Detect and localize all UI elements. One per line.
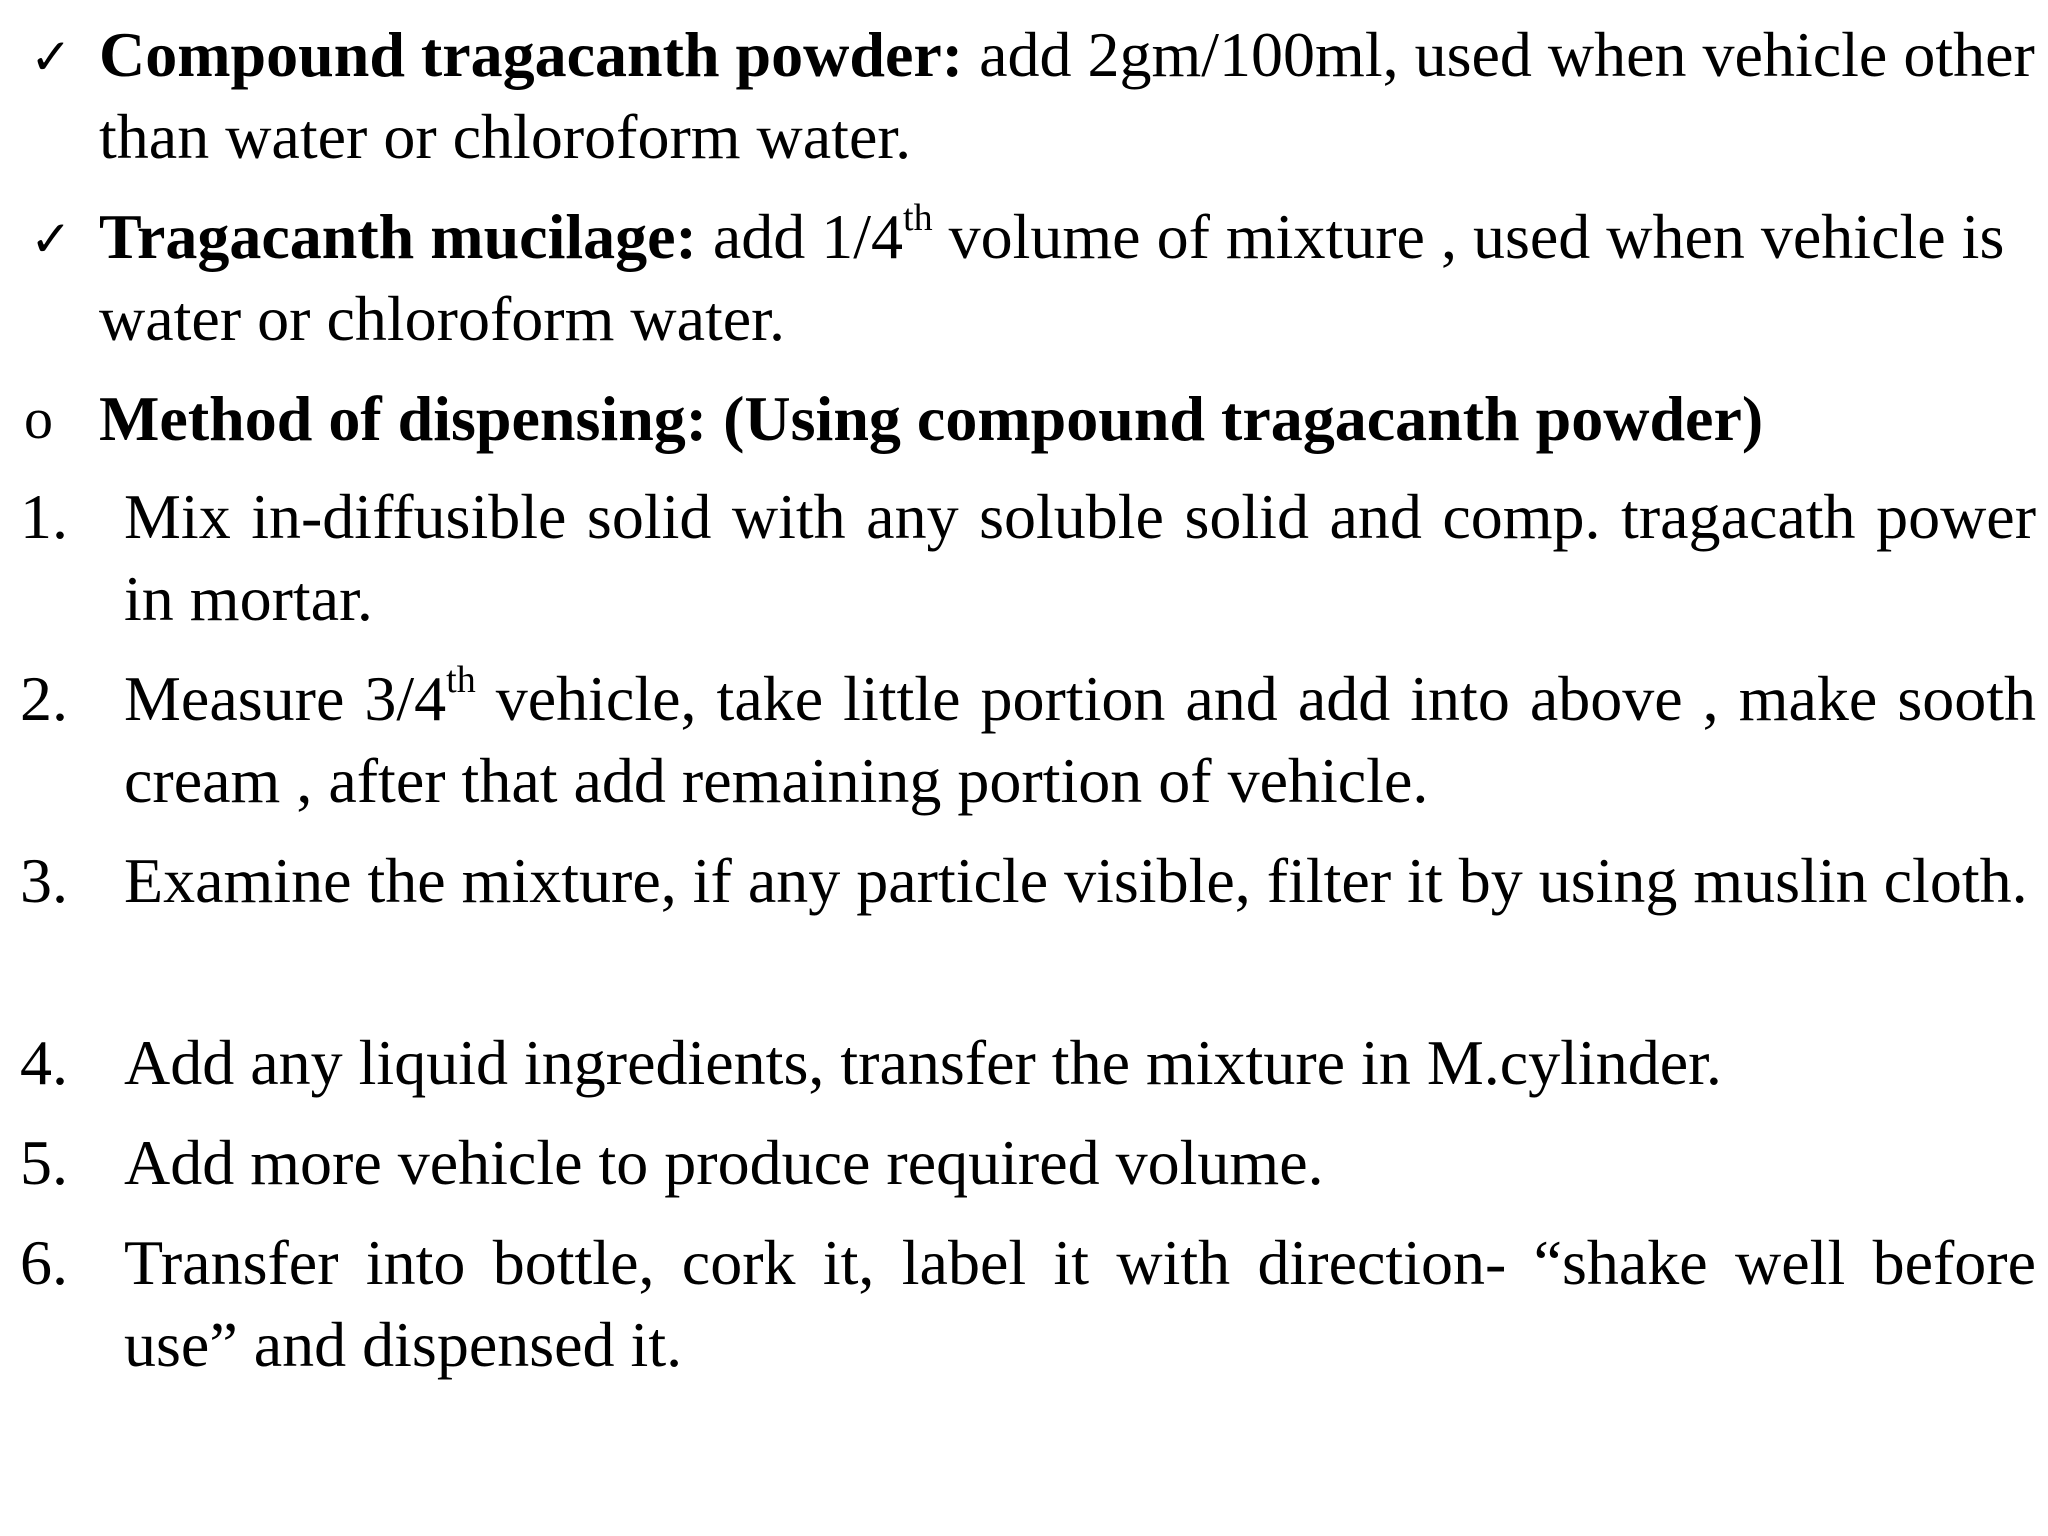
step-number: 3.	[20, 845, 68, 916]
step-text: Examine the mixture, if any particle visible, filter it by using muslin cloth.	[124, 845, 2028, 916]
superscript: th	[446, 659, 476, 701]
step-text: Add any liquid ingredients, transfer the mixture in M.cylinder.	[124, 1027, 1722, 1098]
bullet-description-start: add 1/4	[696, 201, 904, 272]
step-text: Mix in-diffusible solid with any soluble solid and comp. tragacath power in mortar.	[124, 481, 2036, 634]
step-number: 1.	[20, 481, 68, 552]
checkmark-icon: ✓	[30, 28, 72, 86]
step-number: 4.	[20, 1027, 68, 1098]
bullet-term: Compound tragacanth powder:	[99, 19, 964, 90]
method-heading: Method of dispensing: (Using compound tragacanth powder)	[99, 383, 1764, 454]
step-text	[124, 658, 2036, 822]
circle-bullet-icon: o	[24, 386, 53, 451]
step-text-end: vehicle, take little portion and add into above , make sooth cream , after that add remaining portion of vehicle.	[124, 663, 2037, 816]
step-number: 2.	[20, 663, 68, 734]
step-text: Transfer into bottle, cork it, label it with direction- “shake well before use” and dispensed it.	[124, 1227, 2036, 1380]
bullet-description-end: volume of mixture , used when vehicle is water or chloroform water.	[99, 201, 2005, 354]
step-number: 5.	[20, 1127, 68, 1198]
step-text: Add more vehicle to produce required volume.	[124, 1127, 1324, 1198]
bullet-description: add 2gm/100ml, used when vehicle other than water or chloroform water.	[99, 19, 2035, 172]
bullet-text	[99, 196, 2039, 360]
bullet-term: Tragacanth mucilage:	[99, 201, 697, 272]
step-number: 6.	[20, 1227, 68, 1298]
superscript: th	[903, 197, 933, 239]
step-text-start: Measure 3/4	[124, 663, 447, 734]
bullet-text	[99, 14, 2039, 178]
checkmark-icon: ✓	[30, 210, 72, 268]
